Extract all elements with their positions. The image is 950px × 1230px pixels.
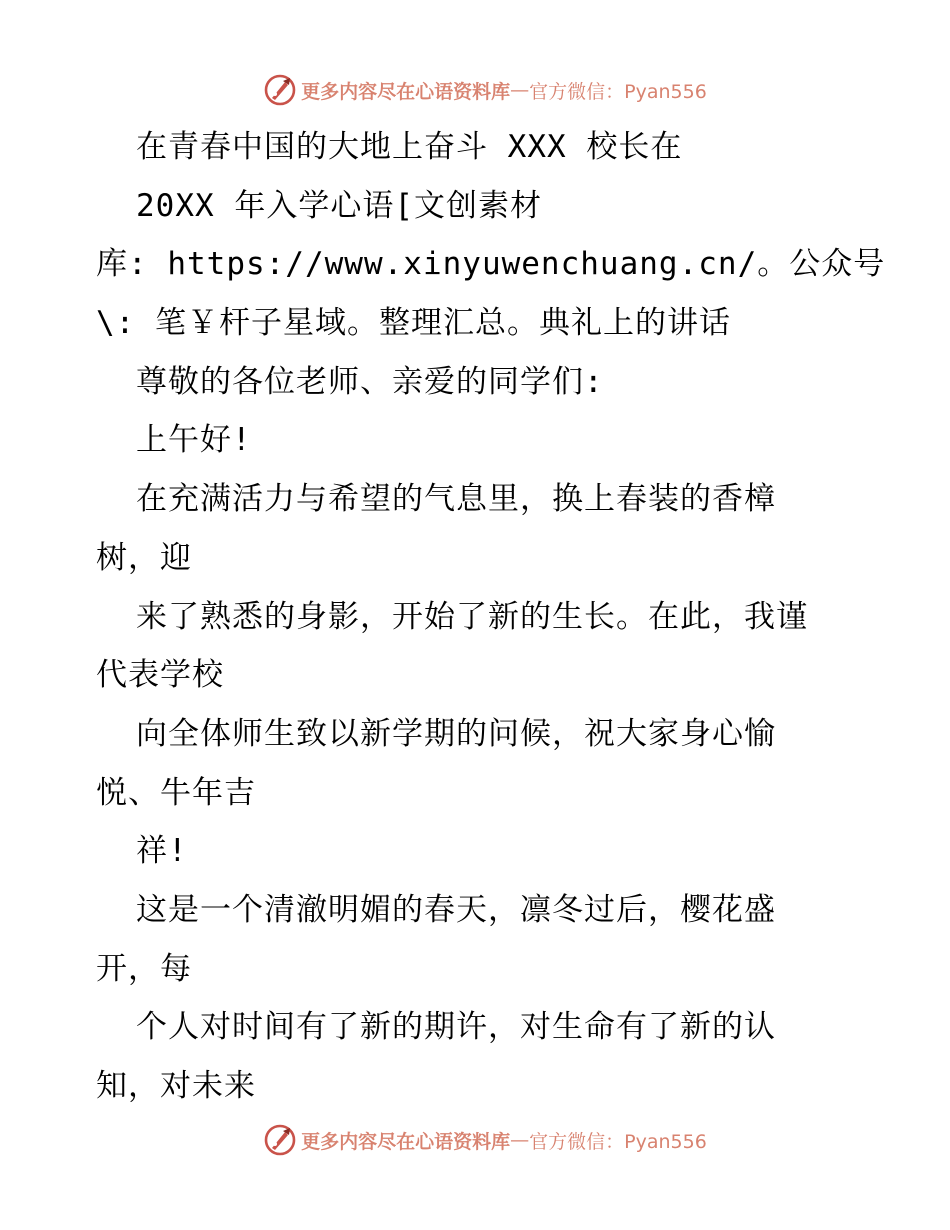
text-line: 库: https://www.xinyuwenchuang.cn/。公众号: [96, 246, 886, 283]
text-line: 20XX 年入学心语[文创素材: [136, 187, 542, 224]
text-line: 在青春中国的大地上奋斗 XXX 校长在: [136, 129, 683, 165]
header-banner-title: 更多内容尽在心语资料库: [301, 80, 511, 103]
header-banner-dash: —: [510, 79, 530, 101]
document-body: [96, 118, 916, 1116]
footer-banner: [0, 1122, 950, 1158]
footer-banner-dash: —: [510, 1129, 530, 1151]
quill-circle-logo-icon: [263, 73, 297, 107]
text-line: 个人对时间有了新的期许，对生命有了新的认: [136, 1009, 776, 1046]
text-line: 这是一个清澈明媚的春天，凛冬过后，樱花盛: [136, 891, 776, 928]
text-line: \: 笔￥杆子星域。整理汇总。典礼上的讲话: [96, 305, 731, 342]
text-line: 尊敬的各位老师、亲爱的同学们:: [136, 363, 604, 400]
text-line: 向全体师生致以新学期的问候，祝大家身心愉: [136, 715, 776, 752]
text-line: 悦、牛年吉: [96, 774, 256, 811]
text-line: 知，对未来: [96, 1068, 256, 1104]
text-line: 代表学校: [96, 657, 224, 694]
header-banner-contact: 官方微信：Pyan556: [529, 80, 707, 103]
footer-banner-contact: 官方微信：Pyan556: [529, 1130, 707, 1153]
text-line: 在充满活力与希望的气息里，换上春装的香樟: [136, 481, 776, 518]
quill-circle-logo-icon: [263, 1123, 297, 1157]
text-line: 开，每: [96, 950, 192, 987]
footer-banner-title: 更多内容尽在心语资料库: [301, 1130, 511, 1153]
header-banner-inner: [263, 73, 707, 107]
footer-banner-inner: [263, 1123, 707, 1157]
text-line: 树，迎: [96, 539, 192, 576]
text-line: 来了熟悉的身影，开始了新的生长。在此，我谨: [136, 598, 808, 635]
text-line: 祥!: [136, 833, 188, 870]
text-line: 上午好!: [136, 422, 252, 459]
header-banner: [0, 72, 950, 108]
